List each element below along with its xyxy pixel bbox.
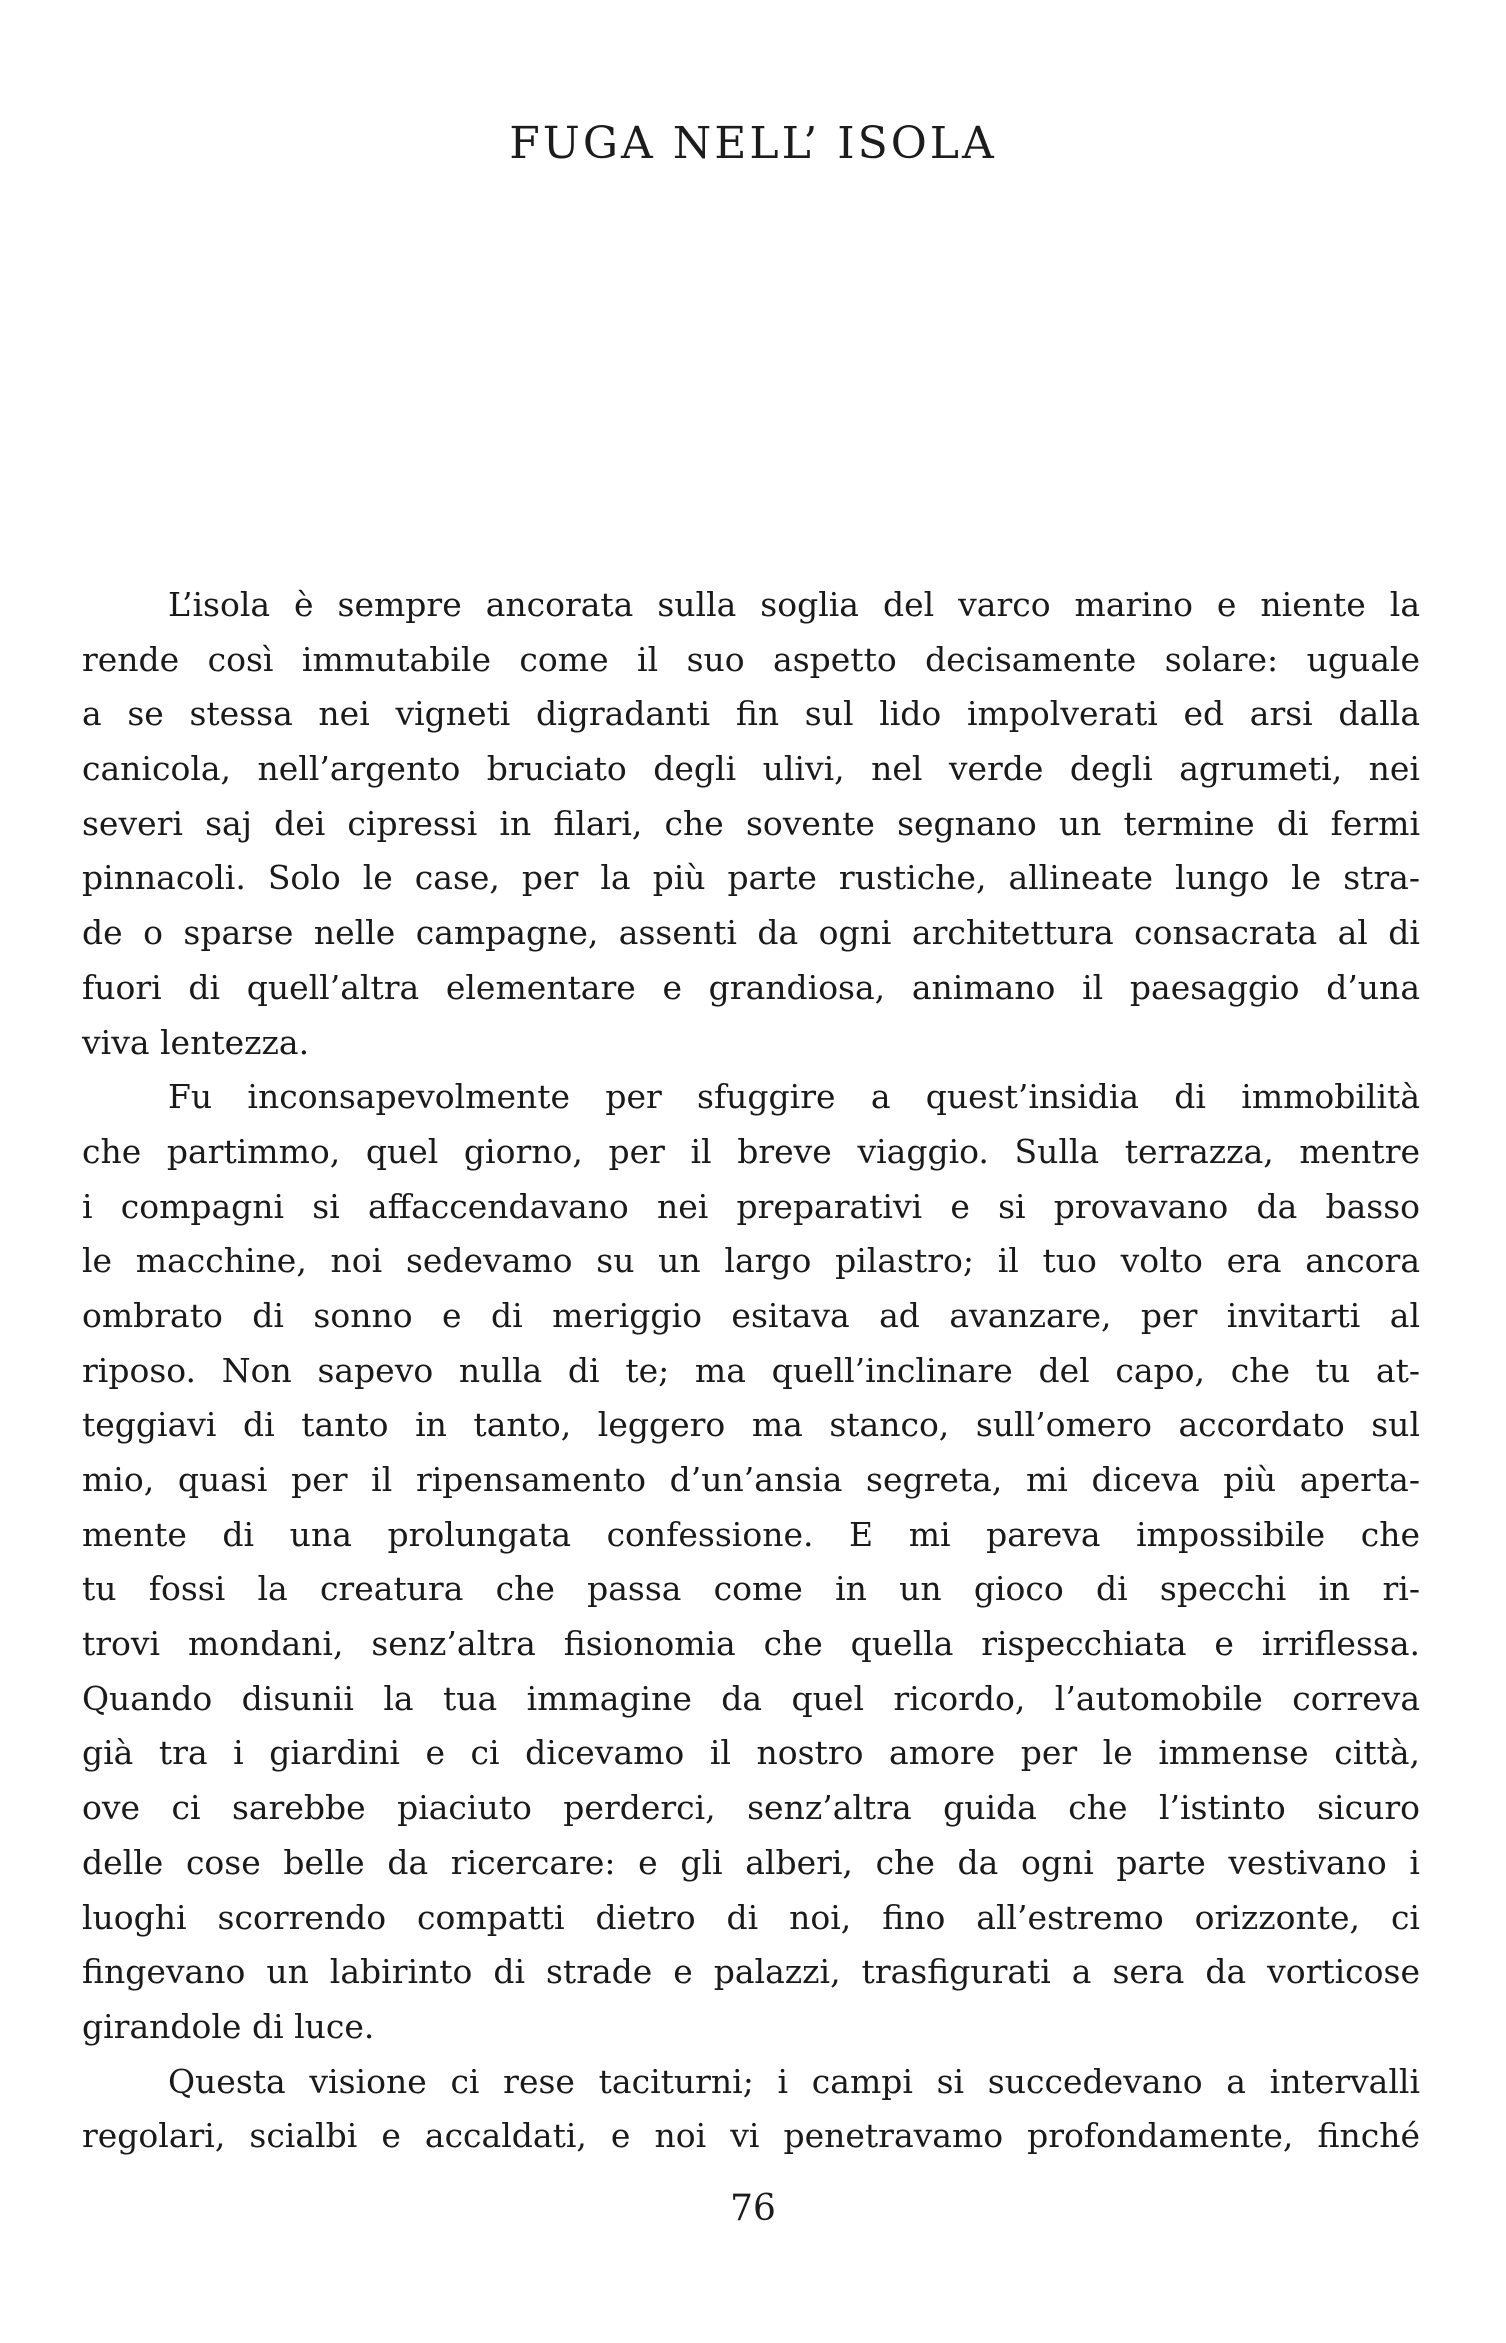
text-line: luoghi scorrendo compatti dietro di noi, fino all’estremo orizzonte, ci	[82, 1897, 1420, 1937]
text-line: riposo. Non sapevo nulla di te; ma quell’inclinare del capo, che tu at-	[82, 1350, 1420, 1390]
text-line: canicola, nell’argento bruciato degli ulivi, nel verde degli agrumeti, nei	[82, 749, 1420, 789]
text-line: ove ci sarebbe piaciuto perderci, senz’altra guida che l’istinto sicuro	[82, 1788, 1420, 1828]
text-line: Questa visione ci rese taciturni; i campi si succedevano a intervalli	[168, 2061, 1420, 2101]
page-number: 76	[730, 2188, 776, 2229]
text-line: fuori di quell’altra elementare e grandiosa, animano il paesaggio d’una	[82, 967, 1420, 1007]
text-line: trovi mondani, senz’altra fisionomia che quella rispecchiata e irriflessa.	[82, 1624, 1420, 1664]
text-line: mente di una prolungata confessione. E mi pareva impossibile che	[82, 1514, 1420, 1554]
text-line: le macchine, noi sedevamo su un largo pilastro; il tuo volto era ancora	[82, 1241, 1420, 1281]
text-line: a se stessa nei vigneti digradanti fin sul lido impolverati ed arsi dalla	[82, 694, 1420, 734]
text-line: severi saj dei cipressi in filari, che sovente segnano un termine di fermi	[82, 803, 1420, 843]
text-line: i compagni si affaccendavano nei preparativi e si provavano da basso	[82, 1186, 1420, 1226]
text-line: fingevano un labirinto di strade e palazzi, trasfigurati a sera da vorticose	[82, 1952, 1420, 1992]
chapter-title: FUGA NELL’ ISOLA	[509, 118, 997, 169]
text-line: viva lentezza.	[82, 1022, 310, 1062]
text-line: pinnacoli. Solo le case, per la più parte rustiche, allineate lungo le stra-	[82, 858, 1420, 898]
text-line: che partimmo, quel giorno, per il breve viaggio. Sulla terrazza, mentre	[82, 1131, 1420, 1171]
text-line: Quando disunii la tua immagine da quel ricordo, l’automobile correva	[82, 1678, 1420, 1718]
text-line: L’isola è sempre ancorata sulla soglia del varco marino e niente la	[168, 585, 1420, 624]
text-line: rende così immutabile come il suo aspetto decisamente solare: uguale	[82, 639, 1420, 679]
body-text	[82, 578, 1420, 2164]
text-line: mio, quasi per il ripensamento d’un’ansia segreta, mi diceva più aperta-	[82, 1460, 1420, 1499]
text-line: girandole di luce.	[82, 2006, 375, 2046]
text-line: regolari, scialbi e accaldati, e noi vi penetravamo profondamente, finché	[82, 2116, 1420, 2156]
text-line: tu fossi la creatura che passa come in un gioco di specchi in ri-	[82, 1569, 1420, 1609]
text-line: delle cose belle da ricercare: e gli alberi, che da ogni parte vestivano i	[82, 1842, 1420, 1882]
text-line: Fu inconsapevolmente per sfuggire a quest’insidia di immobilità	[168, 1077, 1420, 1117]
text-line: de o sparse nelle campagne, assenti da ogni architettura consacrata al di	[82, 913, 1420, 953]
text-line: teggiavi di tanto in tanto, leggero ma stanco, sull’omero accordato sul	[82, 1405, 1420, 1445]
paragraph	[82, 2055, 1420, 2164]
text-line: già tra i giardini e ci dicevamo il nostro amore per le immense città,	[82, 1733, 1420, 1773]
paragraph	[82, 578, 1420, 1070]
paragraph	[82, 1070, 1420, 2054]
text-line: ombrato di sonno e di meriggio esitava ad avanzare, per invitarti al	[82, 1295, 1420, 1335]
